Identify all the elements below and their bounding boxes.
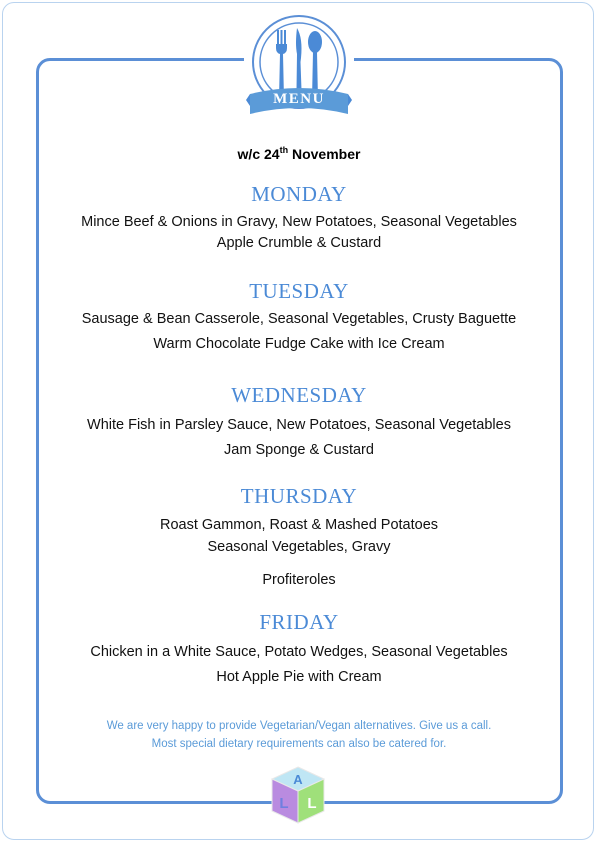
day-heading-wednesday: WEDNESDAY [231,383,367,407]
menu-line: Seasonal Vegetables, Gravy [207,539,391,555]
week-rest: November [288,146,361,162]
menu-logo-label: MENU [273,91,325,107]
cube-letter-left: L [279,795,289,812]
menu-line: Warm Chocolate Fudge Cake with Ice Cream [153,336,445,352]
menu-line: White Fish in Parsley Sauce, New Potatoes, Seasonal Vegetables [87,417,511,433]
menu-line: Mince Beef & Onions in Gravy, New Potatoes, Seasonal Vegetables [81,214,517,230]
week-suffix: th [279,145,289,155]
day-heading-tuesday: TUESDAY [249,279,349,303]
menu-line: Jam Sponge & Custard [224,442,374,458]
menu-logo [244,12,354,122]
cube-letter-right: L [307,795,317,812]
week-prefix: w/c 24 [237,146,280,162]
dietary-note-line-1: We are very happy to provide Vegetarian/Vegan alternatives. Give us a call. [106,720,492,732]
day-heading-thursday: THURSDAY [240,484,358,508]
menu-line: Hot Apple Pie with Cream [216,669,382,685]
cube-letter-top: A [293,772,303,787]
menu-line: Sausage & Bean Casserole, Seasonal Vegetables, Crusty Baguette [81,311,517,327]
menu-line: Chicken in a White Sauce, Potato Wedges, Seasonal Vegetables [90,644,508,660]
day-heading-monday: MONDAY [251,182,347,206]
week-commencing [0,145,598,162]
menu-line: Profiteroles [262,572,336,588]
menu-line: Roast Gammon, Roast & Mashed Potatoes [159,517,439,533]
day-heading-friday: FRIDAY [259,610,339,634]
menu-line: Apple Crumble & Custard [216,235,382,251]
all-cube-logo [268,765,328,832]
dietary-note-line-2: Most special dietary requirements can also be catered for. [151,738,447,750]
